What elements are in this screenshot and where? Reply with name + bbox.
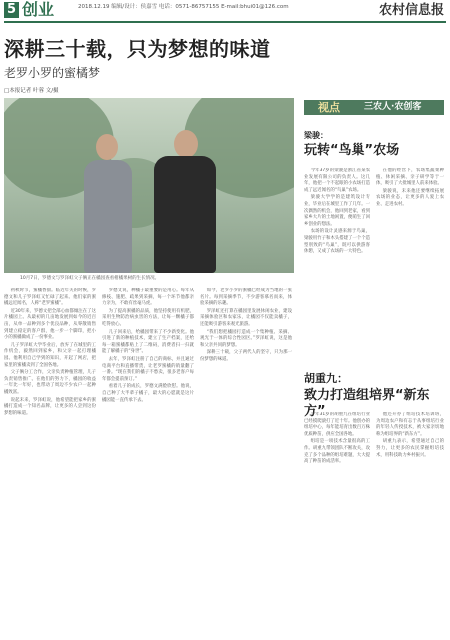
banner-tag: 视点 — [318, 101, 340, 114]
sidebar-article1-title: 玩转“鸟巢”农场 — [304, 143, 400, 158]
sidebar-article1-lead: 梁骏： — [304, 131, 328, 140]
section-title: 创业 — [22, 0, 55, 19]
article-column-2 — [102, 288, 194, 634]
paragraph: 今年31岁的胡重九在组培行业已经摸爬滚打了近十年。他创办的组培中心，每年能培育出数百万株优质种苗，供应全国各地。 — [304, 412, 370, 437]
sidebar-article2-column-1 — [304, 412, 370, 634]
paragraph: “我们想把橘园打造成一个集种植、采摘、观光于一体的综合性园区。”罗泽虹说，这是他和父亲共同的梦想。 — [200, 329, 292, 348]
header-rule — [4, 21, 446, 23]
banner-title: 三农人·农创客 — [364, 102, 422, 112]
article-photo — [4, 98, 294, 273]
paragraph: 初秋时节，蜜橘香甜。临近年关的时候，罗德文和儿子罗泽虹又忙碌了起来。他们家的蜜橘远近闻名，人称“老罗蜜橘”。 — [4, 288, 96, 307]
sidebar-article2-title: 致力打造组培界“新东方” — [304, 388, 430, 419]
paragraph: 为了提高蜜橘的品质，他坚持使用有机肥，采用生物防治病虫害的方法，让每一颗橘子都吃得放心。 — [102, 308, 194, 327]
paragraph: 儿子罗泽虹大学毕业后，放弃了在城里的工作机会，毅然回到家乡，和父亲一起打理橘园。他利用自己学到的知识，开起了网店，把家里的蜜橘卖到了全国各地。 — [4, 342, 96, 368]
sidebar-article1-column-1 — [304, 168, 370, 364]
paragraph: 父子俩分工合作，父亲负责种植管理，儿子负责销售推广。在他们的努力下，橘园的收益一年比一年好，也带动了周边不少农户一起种橘致富。 — [4, 370, 96, 395]
paragraph: 罗德文说，种橘子最重要的是用心。每年从修枝、施肥、疏果到采摘，每一个环节他都亲力亲为，不敢有丝毫马虎。 — [102, 288, 194, 307]
sidebar-article2-column-2 — [376, 412, 444, 634]
newspaper-logo: 农村信息报 — [378, 3, 444, 18]
paragraph: 近30年来，罗德文把全部心血都倾注在了这片橘园上。从最初的几亩地发展到如今的近百亩，从单一品种到多个优良品种，从零散销售到建立稳定的客户群，他一步一个脚印，把小小的蜜橘做成了一份事业。 — [4, 308, 96, 341]
paragraph: 儿子回来后，给橘园带来了不少新变化。他引进了新的种植技术，建立了生产档案，还给每一箱蜜橘都贴上了二维码，消费者扫一扫就能了解橘子的“身世”。 — [102, 329, 194, 355]
paragraph: 罗泽虹还打算在橘园里发展休闲农业，建设采摘体验区和农家乐，让橘园不仅能卖橘子，还能吸引游客来观光旅游。 — [200, 308, 292, 327]
article-byline: □本报记者 叶蓉 文/摄 — [4, 88, 59, 94]
paragraph: 去年，罗泽虹注册了自己的商标，并且通过电商平台和直播带货，让老罗蜜橘的销量翻了一番。“现在我们的橘子不愁卖，很多老客户每年都会提前预订。” — [102, 356, 194, 382]
paragraph: 组培是一项技术含量很高的工作。胡重九带领团队不断攻关，攻克了多个品种的组培难题，大大提高了种苗的成活率。 — [304, 439, 370, 465]
paragraph: 如今，老罗小罗的蜜橘已经成为当地的一张名片。每到采摘季节，不少游客慕名而来，体验采摘的乐趣。 — [200, 288, 292, 307]
paragraph: 他还开办了组培技术培训班，为周边农户和有志于从事组培行业的年轻人传授技术，被大家亲切地称为组培界的“新东方”。 — [376, 412, 444, 437]
article-headline: 深耕三十载，只为梦想的味道 — [4, 37, 271, 61]
header-meta: 2018.12.19 编辑/设计：侯嘉雪 电话：0571-86757155 E-mail:bhui01@126.com — [78, 4, 289, 10]
article-column-1 — [4, 288, 96, 634]
paragraph: 今年37岁的梁骏是浙江省某农业发展有限公司的负责人。这几年，他把一个不起眼的小农场打造成了远近闻名的“鸟巢”农场。 — [304, 168, 370, 193]
sidebar-article2-lead: 胡重九： — [304, 372, 348, 385]
page-number: 5 — [4, 2, 19, 18]
photo-caption: 10月7日，罗德文与罗泽虹父子俩正在橘园查看柑橘果树的生长情况。 — [20, 276, 160, 281]
paragraph: 在他的经营下，农场集蔬菜种植、休闲采摘、亲子研学等于一体，吸引了大批城里人前来体验。 — [376, 168, 444, 187]
paragraph: 农场的设计灵感来源于鸟巢，梁骏用竹子和木头搭建了一个个造型别致的“鸟巢”，既可以供游客休憩，又成了农场的一大特色。 — [304, 229, 370, 255]
paragraph: 梁骏说，未来他还要继续拓展农场的业态，让更多的人爱上农业、走进农村。 — [376, 188, 444, 207]
article-subhead: 老罗小罗的蜜橘梦 — [4, 66, 101, 80]
article-column-3 — [200, 288, 292, 634]
paragraph: 说起未来，罗泽虹说，他希望能把家乡的蜜橘打造成一个知名品牌，让更多的人尝到这份梦想的味道。 — [4, 397, 96, 416]
sidebar-banner — [304, 100, 444, 115]
paragraph: 深耕三十载，父子两代人的坚守，只为那一份梦想的味道。 — [200, 350, 292, 362]
paragraph: 梁骏大学学的是建筑设计专业，毕业后在城里工作了几年。一次偶然的机会，他回到老家，看到家乡大片的土地闲置，便萌生了回乡创业的想法。 — [304, 195, 370, 227]
paragraph: 胡重九表示，希望通过自己的努力，让更多的农民掌握组培技术，用科技助力乡村振兴。 — [376, 439, 444, 458]
sidebar-article1-column-2 — [376, 168, 444, 364]
paragraph: 看着儿子的成长，罗德文满脸欣慰。他说，自己种了大半辈子橘子，最大的心愿就是这片橘园能一直传承下去。 — [102, 384, 194, 403]
